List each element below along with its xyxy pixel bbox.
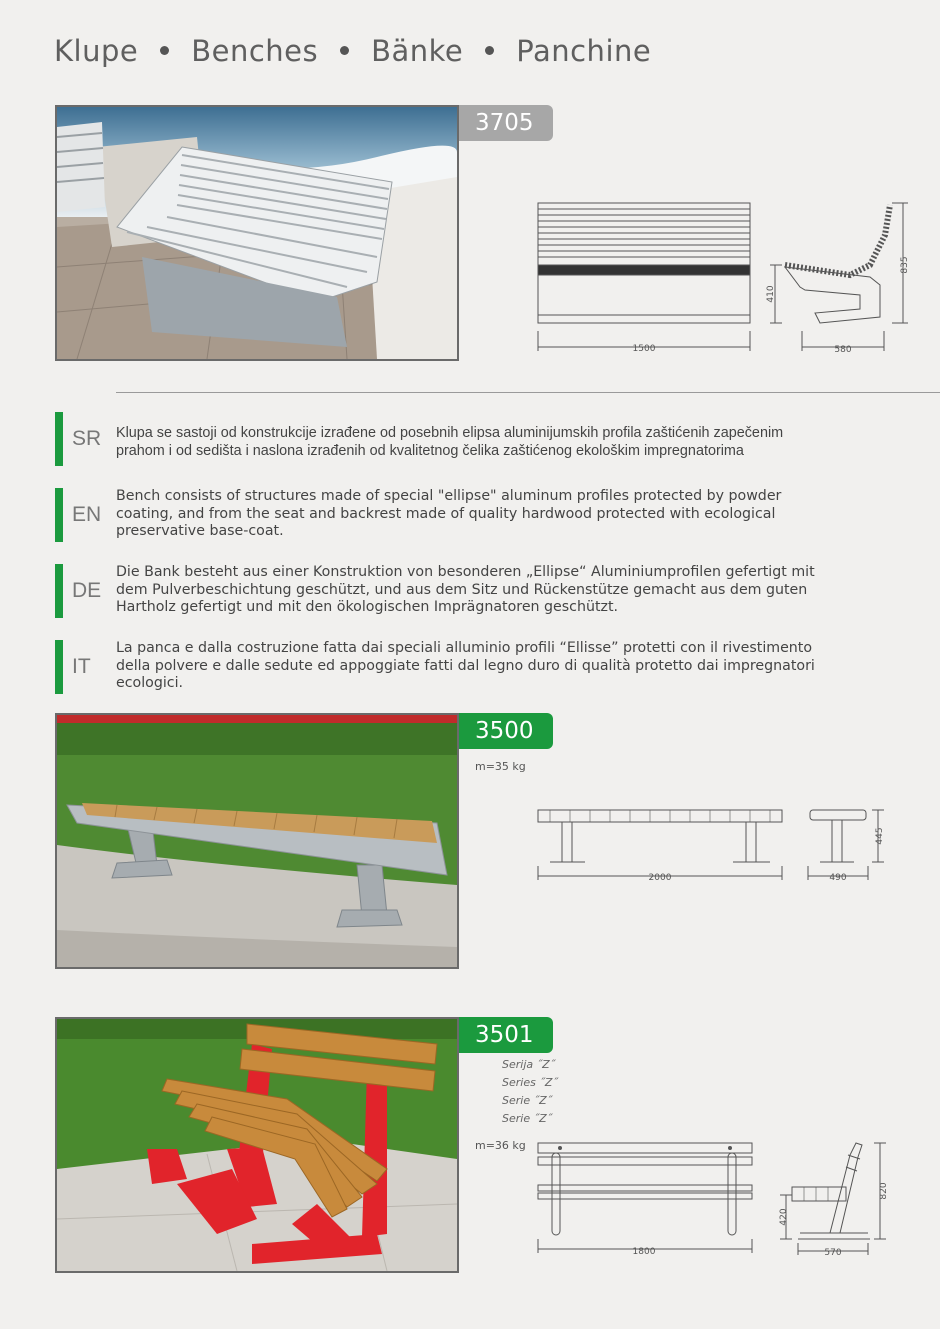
series-label-sr: Serija ˝Z˝: [502, 1058, 556, 1071]
dimension-height: 445: [875, 827, 885, 845]
language-code: DE: [72, 579, 102, 602]
title-word-sr: Klupe: [54, 34, 139, 68]
technical-drawing-3705: [530, 195, 920, 360]
description-de: [55, 564, 815, 620]
description-en: [55, 488, 815, 544]
bullet-icon: [340, 46, 349, 55]
product-code-badge: 3501: [459, 1017, 553, 1053]
series-label-en: Series ˝Z˝: [502, 1076, 558, 1089]
title-word-en: Benches: [191, 34, 319, 68]
dimension-length: 1800: [632, 1247, 656, 1257]
series-list: [502, 1056, 558, 1128]
product-photo-3500: [55, 713, 459, 969]
bullet-icon: [160, 46, 169, 55]
product-photo-3501: [55, 1017, 459, 1273]
dimension-height: 820: [879, 1182, 889, 1200]
product-mass: m=36 kg: [475, 1139, 526, 1152]
dimension-depth: 570: [824, 1248, 842, 1258]
page-title: [54, 34, 651, 68]
description-text: Bench consists of structures made of special "ellipse" aluminum profiles protected by powder coating, and from the seat and backrest made of quality hardwood protected with ecological preservative base-coat.: [116, 488, 782, 539]
dimension-length: 2000: [648, 873, 672, 883]
title-word-it: Panchine: [516, 34, 652, 68]
dimension-depth: 580: [834, 345, 852, 355]
description-text: La panca e dalla costruzione fatta dai speciali alluminio profili “Ellisse” protetti con il rivestimento della polvere e dalle sedute ed appoggiate fatti dal legno duro di qualità protetto dai impregnatori ecologici.: [116, 640, 815, 691]
technical-drawing-3500: [530, 800, 890, 890]
product-code-badge: 3500: [459, 713, 553, 749]
language-code: EN: [72, 503, 102, 526]
dimension-height: 835: [900, 256, 910, 274]
series-label-it: Serie ˝Z˝: [502, 1112, 553, 1125]
technical-drawing-3501: [530, 1135, 900, 1260]
accent-bar: [55, 488, 63, 542]
dimension-depth: 490: [829, 873, 847, 883]
dimension-length: 1500: [632, 344, 656, 354]
title-word-de: Bänke: [371, 34, 464, 68]
accent-bar: [55, 640, 63, 694]
bullet-icon: [485, 46, 494, 55]
product-code-badge: 3705: [459, 105, 553, 141]
description-text: Klupa se sastoji od konstrukcije izrađene od posebnih elipsa aluminijumskih profila zaštićenih zapečenim prahom i od sedišta i naslona izrađenih od kvalitetnog čelika zaštićenog ekološkim impregnatorima: [116, 425, 784, 459]
language-code: IT: [72, 655, 91, 678]
description-sr: [55, 412, 815, 468]
dimension-seat-height: 420: [779, 1208, 789, 1226]
accent-bar: [55, 564, 63, 618]
description-it: [55, 640, 815, 696]
language-code: SR: [72, 427, 102, 450]
dimension-seat-height: 410: [766, 285, 776, 303]
description-text: Die Bank besteht aus einer Konstruktion von besonderen „Ellipse“ Aluminiumprofilen gefertigt mit dem Pulverbeschichtung geschützt, und aus dem Sitz und Rückenstütze gemacht aus dem guten Hartholz gefertigt und mit den ökologischen Imprägnatoren geschützt.: [116, 564, 815, 615]
product-photo-3705: [55, 105, 459, 361]
divider: [116, 392, 940, 393]
series-label-de: Serie ˝Z˝: [502, 1094, 553, 1107]
accent-bar: [55, 412, 63, 466]
product-mass: m=35 kg: [475, 760, 526, 773]
